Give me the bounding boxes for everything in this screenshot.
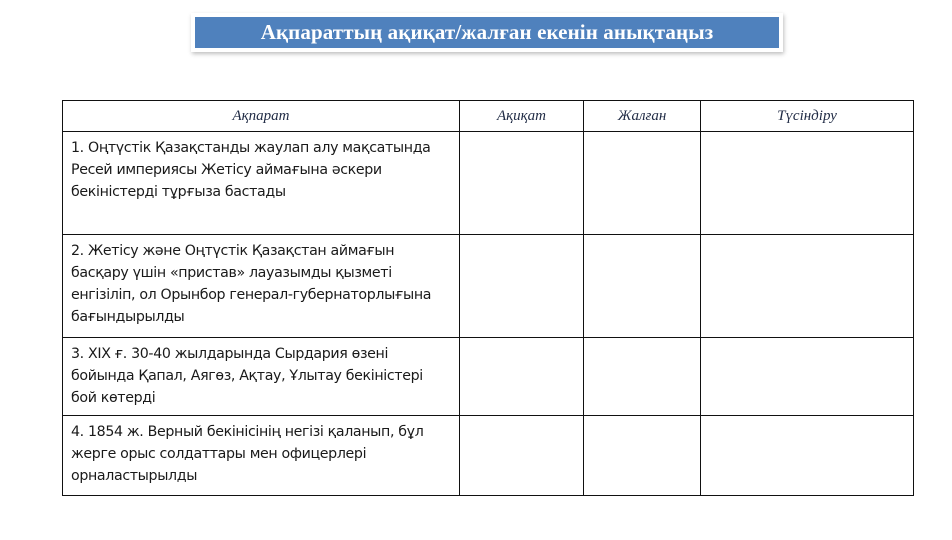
table-row: [63, 235, 914, 338]
statement-text: 3. XIX ғ. 30-40 жылдарында Сырдария өзені бойында Қапал, Аягөз, Ақтау, Ұлытау бекіністері бой көтерді: [71, 346, 423, 406]
false-answer-cell[interactable]: [584, 132, 701, 235]
explanation-cell[interactable]: [701, 132, 914, 235]
table-row: [63, 416, 914, 496]
true-answer-cell[interactable]: [460, 132, 584, 235]
false-answer-cell[interactable]: [584, 235, 701, 338]
table-row: [63, 132, 914, 235]
column-header-true: Ақиқат: [460, 101, 584, 132]
false-answer-cell[interactable]: [584, 338, 701, 416]
column-header-info: Ақпарат: [63, 101, 460, 132]
page-title: Ақпараттың ақиқат/жалған екенін анықтаңыз: [195, 17, 779, 48]
statement-text: 1. Оңтүстік Қазақстанды жаулап алу мақсатында Ресей империясы Жетісу аймағына әскери бекіністерді тұрғыза бастады: [71, 140, 431, 200]
true-answer-cell[interactable]: [460, 416, 584, 496]
explanation-cell[interactable]: [701, 235, 914, 338]
false-answer-cell[interactable]: [584, 416, 701, 496]
true-answer-cell[interactable]: [460, 235, 584, 338]
info-cell: [63, 132, 460, 235]
explanation-cell[interactable]: [701, 416, 914, 496]
info-cell: [63, 416, 460, 496]
title-banner: [191, 13, 783, 52]
column-header-false: Жалған: [584, 101, 701, 132]
info-cell: [63, 338, 460, 416]
true-false-table: [62, 100, 914, 496]
table-row: [63, 338, 914, 416]
statement-text: 2. Жетісу және Оңтүстік Қазақстан аймағын басқару үшін «пристав» лауазымды қызметі енгізіліп, ол Орынбор генерал-губернаторлығына бағындырылды: [71, 243, 432, 325]
info-cell: [63, 235, 460, 338]
statement-text: 4. 1854 ж. Верный бекінісінің негізі қаланып, бұл жерге орыс солдаттары мен офицерлері орналастырылды: [71, 424, 424, 484]
column-header-explanation: Түсіндіру: [701, 101, 914, 132]
true-answer-cell[interactable]: [460, 338, 584, 416]
explanation-cell[interactable]: [701, 338, 914, 416]
table-header-row: [63, 101, 914, 132]
